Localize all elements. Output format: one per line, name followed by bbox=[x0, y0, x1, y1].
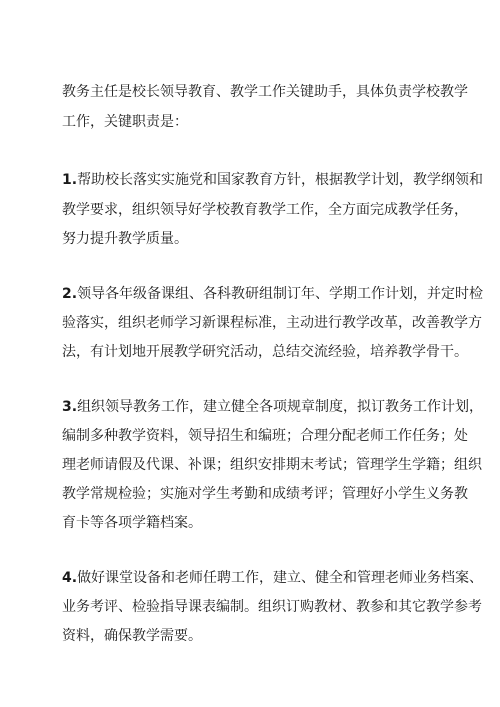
item-4-line-3: 资料，确保教学需要。 bbox=[62, 628, 202, 644]
item-4-text-1: 做好课堂设备和老师任聘工作，建立、健全和管理老师业务档案、 bbox=[77, 570, 484, 586]
item-3-line-1 bbox=[62, 397, 483, 417]
item-1-number: 1. bbox=[62, 172, 78, 188]
item-2-line-3: 法，有计划地开展教学研究活动，总结交流经验，培养教学骨干。 bbox=[62, 344, 468, 360]
item-1-line-3: 努力提升教学质量。 bbox=[62, 231, 188, 247]
item-3-line-2: 编制多种教学资料，领导招生和编班；合理分配老师工作任务；处 bbox=[62, 428, 468, 444]
item-2-line-1 bbox=[62, 284, 483, 304]
item-3-line-3: 理老师请假及代课、补课；组织安排期末考试；管理学生学籍；组织 bbox=[62, 457, 482, 473]
intro-line-2: 工作，关键职责是： bbox=[62, 114, 188, 130]
item-1-text-1: 帮助校长落实实施党和国家教育方针，根据教学计划，教学纲领和 bbox=[77, 172, 484, 188]
item-3-text-1: 组织领导教务工作，建立健全各项规章制度，拟订教务工作计划， bbox=[77, 399, 484, 415]
item-4-number: 4. bbox=[62, 570, 78, 586]
item-3-line-4: 教学常规检验；实施对学生考勤和成绩考评；管理好小学生义务教 bbox=[62, 486, 468, 502]
item-1-line-1 bbox=[62, 170, 483, 190]
item-1-line-2: 教学要求，组织领导好学校教育教学工作，全方面完成教学任务， bbox=[62, 202, 468, 218]
item-2-text-1: 领导各年级备课组、各科教研组制订年、学期工作计划，并定时检 bbox=[77, 286, 484, 302]
item-2-line-2: 验落实，组织老师学习新课程标准，主动进行教学改革，改善教学方 bbox=[62, 315, 482, 331]
item-3-line-5: 育卡等各项学籍档案。 bbox=[62, 515, 202, 531]
item-2-number: 2. bbox=[62, 286, 78, 302]
item-4-line-2: 业务考评、检验指导课表编制。组织订购教材、教参和其它教学参考 bbox=[62, 599, 482, 615]
intro-line-1: 教务主任是校长领导教育、教学工作关键助手，具体负责学校教学 bbox=[62, 84, 468, 100]
item-3-number: 3. bbox=[62, 399, 78, 415]
item-4-line-1 bbox=[62, 568, 483, 588]
